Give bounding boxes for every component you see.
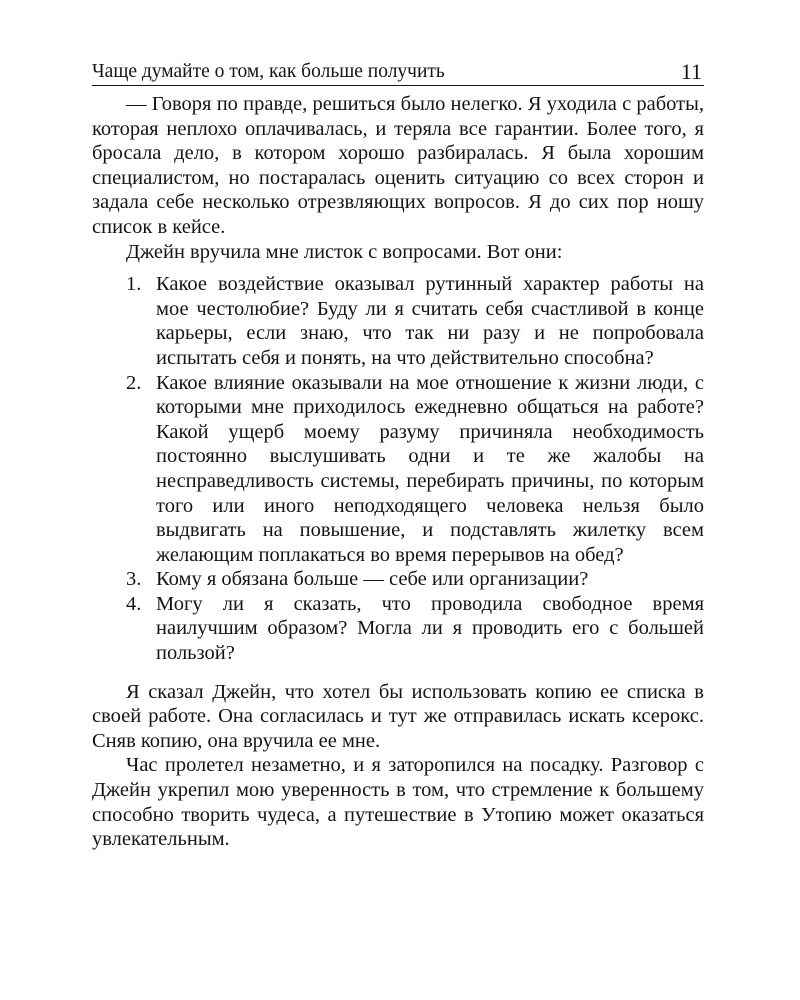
list-item <box>92 567 704 592</box>
paragraph: Джейн вручила мне листок с вопросами. Вот они: <box>126 240 563 263</box>
list-item <box>92 371 704 568</box>
list-item-text: Кому я обязана больше — себе или организации? <box>156 568 589 591</box>
list-item-text: Какое влияние оказывали на мое отношение к жизни люди, с которыми мне приходилось ежедневно общаться на работе? Какой ущерб моему разуму причиняла необходимость постоянно выслушивать одни и те же жалобы на несправедливость системы, перебирать причины, по которым того или иного неподходящего человека нельзя было выдвигать на повышение, и подставлять жилетку всем желающим поплакаться во время перерывов на обед? <box>156 371 704 566</box>
running-title: Чаще думайте о том, как больше получить <box>92 61 445 82</box>
page-number: 11 <box>680 59 702 84</box>
paragraph: Час пролетел незаметно, и я заторопился на посадку. Разговор с Джейн укрепил мою уверенность в том, что стремление к большему способно творить чудеса, а путешествие в Утопию может оказаться увлекательным. <box>92 754 704 851</box>
paragraph: Я сказал Джейн, что хотел бы использовать копию ее списка в своей работе. Она согласилась и тут же отправилась искать ксерокс. Сняв копию, она вручила ее мне. <box>92 680 704 752</box>
list-item-number: 3. <box>126 568 142 591</box>
list-item-text: Могу ли я сказать, что проводила свободное время наилучшим образом? Могла ли я проводить его с большей пользой? <box>156 592 704 665</box>
list-item-number: 4. <box>126 592 142 615</box>
list-item-text: Какое воздействие оказывал рутинный характер работы на мое честолюбие? Буду ли я считать себя счастливой в конце карьеры, если знаю, что так ни разу и не попробовала испытать себя и понять, на что действительно способна? <box>156 273 704 369</box>
questions-list <box>92 272 704 666</box>
list-item-number: 1. <box>126 273 142 296</box>
list-item <box>92 592 704 666</box>
book-page <box>92 56 704 956</box>
running-header <box>92 56 704 84</box>
list-item-number: 2. <box>126 371 142 394</box>
header-rule <box>92 85 704 86</box>
body-text <box>92 92 704 852</box>
paragraph: — Говоря по правде, решиться было нелегко. Я уходила с работы, которая неплохо оплачивалась, и теряла все гарантии. Более того, я бросала дело, в котором хорошо разбиралась. Я была хорошим специалистом, но постаралась оценить ситуацию со всех сторон и задала себе несколько отрезвляющих вопросов. Я до сих пор ношу список в кейсе. <box>92 93 704 238</box>
list-item <box>92 272 704 370</box>
